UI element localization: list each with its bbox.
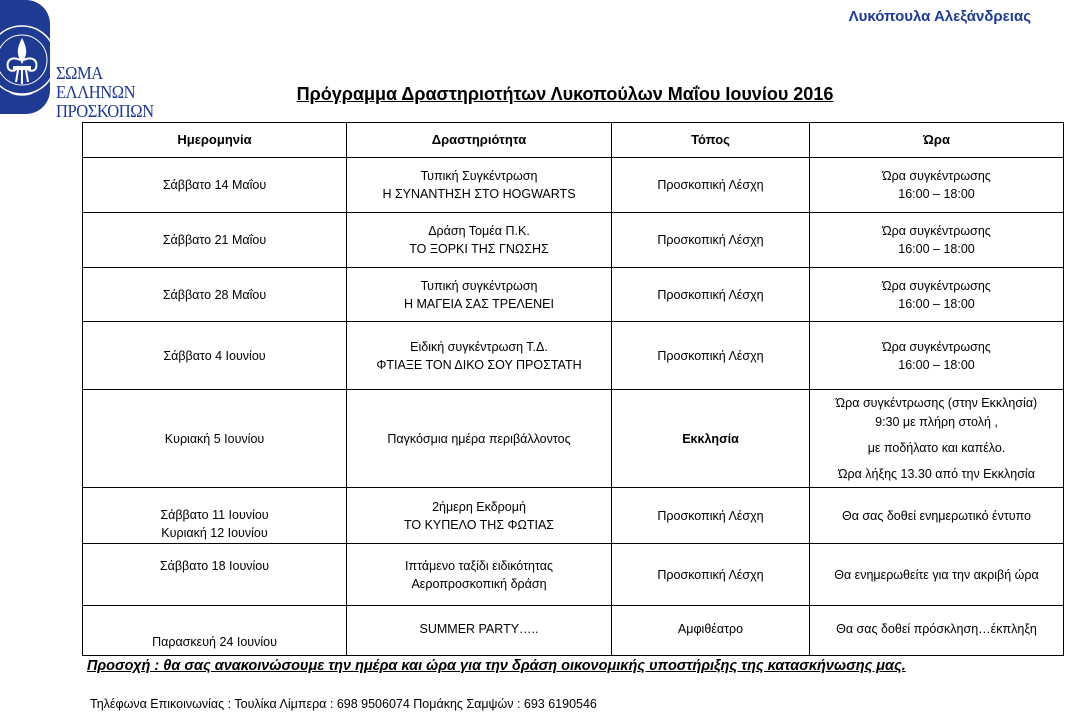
place-cell: Προσκοπική Λέσχη	[612, 213, 810, 268]
notice-text: Προσοχή : θα σας ανακοινώσουμε την ημέρα και ώρα για την δράση οικονομικής υποστήριξης της κατασκήνωσης μας.	[87, 658, 906, 674]
table-row	[83, 390, 1064, 488]
date-cell: Σάββατο 11 Ιουνίου Κυριακή 12 Ιουνίου	[83, 488, 347, 544]
place-cell: Αμφιθέατρο	[612, 606, 810, 656]
table-row	[83, 606, 1064, 656]
date-cell: Σάββατο 28 Μαΐου	[83, 268, 347, 322]
column-header-time: Ώρα	[810, 123, 1064, 158]
date-cell: Σάββατο 14 Μαΐου	[83, 158, 347, 213]
date-cell: Παρασκευή 24 Ιουνίου	[83, 606, 347, 656]
place-cell: Εκκλησία	[612, 390, 810, 488]
group-name: Λυκόπουλα Αλεξάνδρειας	[848, 8, 1031, 25]
time-cell: Ώρα συγκέντρωσης (στην Εκκλησία) 9:30 με πλήρη στολή , με ποδήλατο και καπέλο. Ώρα λήξης 13.30 από την Εκκλησία	[810, 390, 1064, 488]
place-cell: Προσκοπική Λέσχη	[612, 268, 810, 322]
time-cell: Θα σας δοθεί πρόσκληση…έκπληξη	[810, 606, 1064, 656]
date-cell: Κυριακή 5 Ιουνίου	[83, 390, 347, 488]
activity-cell: Ιπτάμενο ταξίδι ειδικότητας Αεροπροσκοπική δράση	[347, 544, 612, 606]
contact-phones: Τηλέφωνα Επικοινωνίας : Τουλίκα Λίμπερα : 698 9506074 Πομάκης Σαμψών : 693 6190546	[90, 697, 597, 711]
time-cell: Θα σας δοθεί ενημερωτικό έντυπο	[810, 488, 1064, 544]
activity-cell: Τυπική Συγκέντρωση Η ΣΥΝΑΝΤΗΣΗ ΣΤΟ HOGWARTS	[347, 158, 612, 213]
schedule-table	[82, 122, 1064, 656]
table-row	[83, 488, 1064, 544]
table-header-row	[83, 123, 1064, 158]
activity-cell: Ειδική συγκέντρωση Τ.Δ. ΦΤΙΑΞΕ ΤΟΝ ΔΙΚΟ ΣΟΥ ΠΡΟΣΤΑΤΗ	[347, 322, 612, 390]
column-header-place: Τόπος	[612, 123, 810, 158]
place-cell: Προσκοπική Λέσχη	[612, 544, 810, 606]
activity-cell: 2ήμερη Εκδρομή ΤΟ ΚΥΠΕΛΟ ΤΗΣ ΦΩΤΙΑΣ	[347, 488, 612, 544]
activity-cell: Τυπική συγκέντρωση Η ΜΑΓΕΙΑ ΣΑΣ ΤΡΕΛΕΝΕΙ	[347, 268, 612, 322]
table-row	[83, 544, 1064, 606]
table-row	[83, 213, 1064, 268]
date-cell: Σάββατο 18 Ιουνίου	[83, 544, 347, 606]
time-cell: Θα ενημερωθείτε για την ακριβή ώρα	[810, 544, 1064, 606]
time-cell: Ώρα συγκέντρωσης 16:00 – 18:00	[810, 322, 1064, 390]
time-cell: Ώρα συγκέντρωσης 16:00 – 18:00	[810, 268, 1064, 322]
table-row	[83, 268, 1064, 322]
date-cell: Σάββατο 4 Ιουνίου	[83, 322, 347, 390]
column-header-activity: Δραστηριότητα	[347, 123, 612, 158]
time-cell: Ώρα συγκέντρωσης 16:00 – 18:00	[810, 213, 1064, 268]
place-cell: Προσκοπική Λέσχη	[612, 488, 810, 544]
organization-name: ΣΩΜΑ ΕΛΛΗΝΩΝ ΠΡΟΣΚΟΠΩΝ	[56, 63, 154, 121]
place-cell: Προσκοπική Λέσχη	[612, 158, 810, 213]
activity-cell: SUMMER PARTY…..	[347, 606, 612, 656]
column-header-date: Ημερομηνία	[83, 123, 347, 158]
table-row	[83, 322, 1064, 390]
page-title: Πρόγραμμα Δραστηριοτήτων Λυκοπούλων Μαΐου Ιουνίου 2016	[296, 84, 834, 104]
activity-cell: Δράση Τομέα Π.Κ. ΤΟ ΞΟΡΚΙ ΤΗΣ ΓΝΩΣΗΣ	[347, 213, 612, 268]
place-cell: Προσκοπική Λέσχη	[612, 322, 810, 390]
activity-cell: Παγκόσμια ημέρα περιβάλλοντος	[347, 390, 612, 488]
table-row	[83, 158, 1064, 213]
time-cell: Ώρα συγκέντρωσης 16:00 – 18:00	[810, 158, 1064, 213]
date-cell: Σάββατο 21 Μαΐου	[83, 213, 347, 268]
